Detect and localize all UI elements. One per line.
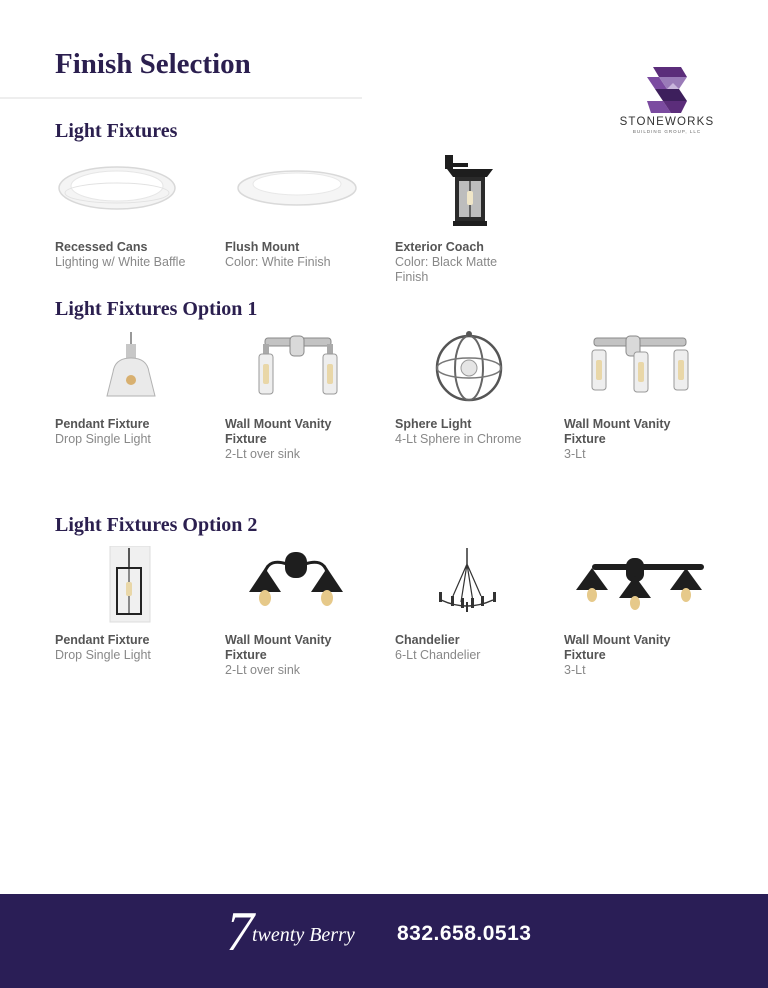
- vanity-3lt-black-icon: [564, 546, 714, 628]
- fixture-vanity-2lt-option-1: [225, 330, 385, 462]
- glass-pendant-icon: [55, 330, 205, 412]
- phone-number: 832.658.0513: [397, 922, 532, 945]
- sphere-light-icon: [395, 330, 545, 412]
- item-name: Wall Mount Vanity Fixture: [564, 633, 671, 662]
- fixture-chandelier: [395, 546, 555, 663]
- section-title-option-2: Light Fixtures Option 2: [55, 514, 258, 536]
- item-desc: 3-Lt: [564, 447, 586, 461]
- vanity-2lt-chrome-icon: [225, 330, 375, 412]
- fixture-vanity-3lt-option-2: [564, 546, 724, 678]
- item-desc: Drop Single Light: [55, 432, 151, 446]
- logo-name: STONEWORKS: [619, 116, 715, 128]
- recessed-can-icon: [55, 153, 205, 235]
- item-name: Recessed Cans: [55, 240, 148, 254]
- flush-mount-icon: [225, 153, 375, 235]
- brand-script: twenty Berry: [252, 924, 355, 946]
- fixture-vanity-3lt-option-1: [564, 330, 724, 462]
- fixture-pendant-option-1: [55, 330, 215, 447]
- title-divider: [0, 97, 362, 99]
- item-name: Sphere Light: [395, 417, 472, 431]
- fixture-pendant-option-2: [55, 546, 215, 663]
- item-name: Flush Mount: [225, 240, 300, 254]
- logo-subtitle: BUILDING GROUP, LLC: [632, 129, 702, 134]
- brand-number: 7: [226, 901, 254, 963]
- item-desc: Color: White Finish: [225, 255, 331, 269]
- item-desc: Lighting w/ White Baffle: [55, 255, 186, 269]
- footer-bar: [0, 894, 768, 988]
- fixture-vanity-2lt-option-2: [225, 546, 385, 678]
- section-title-option-1: Light Fixtures Option 1: [55, 298, 258, 320]
- item-desc: 3-Lt: [564, 663, 586, 677]
- item-name: Chandelier: [395, 633, 460, 647]
- item-desc: 2-Lt over sink: [225, 663, 301, 677]
- chandelier-icon: [395, 546, 545, 628]
- exterior-coach-icon: [395, 153, 545, 235]
- item-desc: Finish: [395, 270, 429, 284]
- stoneworks-logo-icon: [643, 67, 691, 113]
- item-name: Wall Mount Vanity Fixture: [564, 417, 671, 446]
- item-desc: Color: Black Matte: [395, 255, 498, 269]
- fixture-exterior-coach: [395, 153, 555, 285]
- item-name: Wall Mount Vanity Fixture: [225, 417, 332, 446]
- vanity-2lt-black-icon: [225, 546, 375, 628]
- page-title: Finish Selection: [55, 48, 251, 80]
- section-title-light-fixtures: Light Fixtures: [55, 120, 178, 142]
- item-desc: Drop Single Light: [55, 648, 151, 662]
- item-desc: 4-Lt Sphere in Chrome: [395, 432, 522, 446]
- cage-pendant-icon: [55, 546, 205, 628]
- item-desc: 2-Lt over sink: [225, 447, 301, 461]
- fixture-recessed-cans: [55, 153, 215, 270]
- vanity-3lt-chrome-icon: [564, 330, 714, 412]
- item-name: Pendant Fixture: [55, 417, 150, 431]
- fixture-flush-mount: [225, 153, 385, 270]
- item-name: Wall Mount Vanity Fixture: [225, 633, 332, 662]
- item-name: Exterior Coach: [395, 240, 484, 254]
- stoneworks-logo: [612, 67, 722, 134]
- item-desc: 6-Lt Chandelier: [395, 648, 481, 662]
- fixture-sphere-light: [395, 330, 555, 447]
- item-name: Pendant Fixture: [55, 633, 150, 647]
